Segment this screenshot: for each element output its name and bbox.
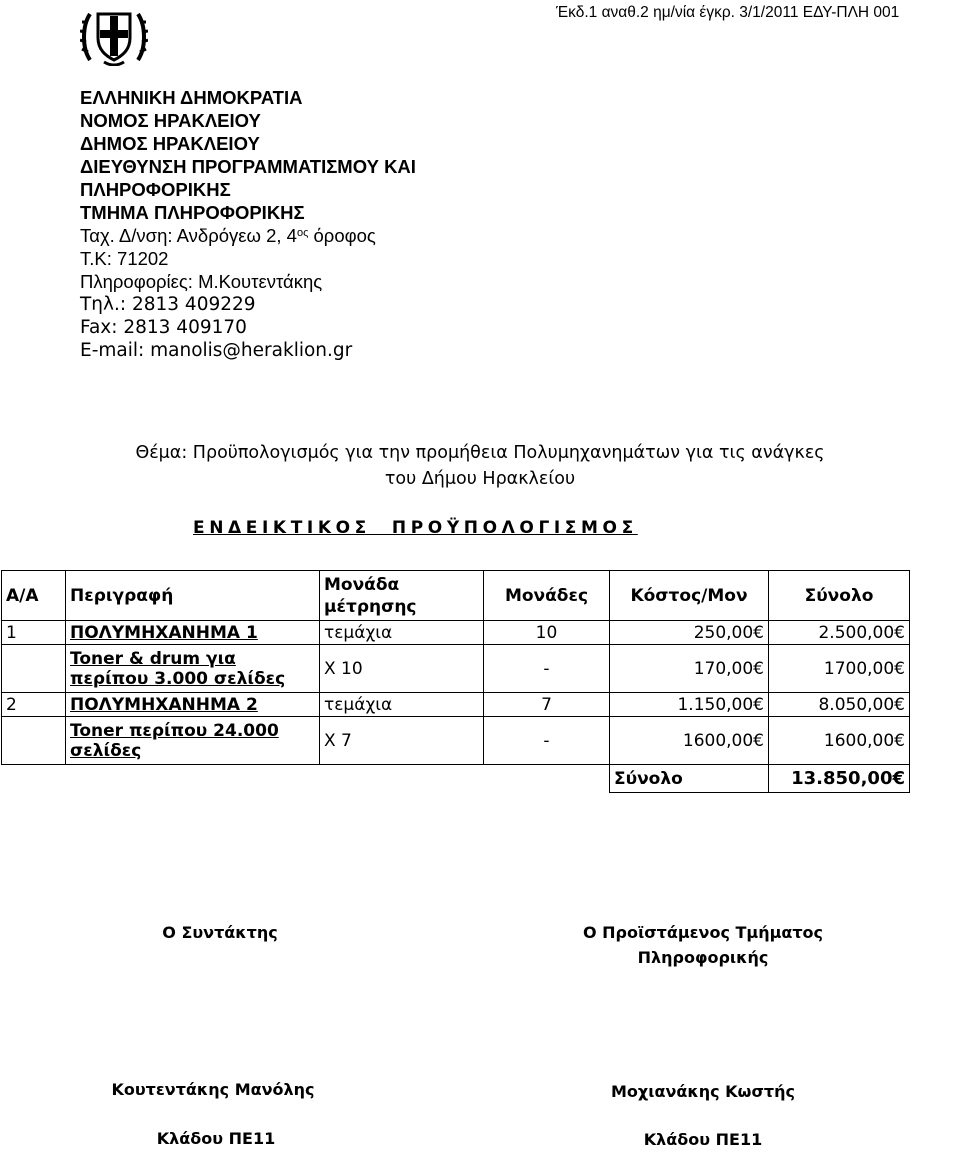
header-line: ΝΟΜΟΣ ΗΡΑΚΛΕΙΟΥ xyxy=(80,110,261,131)
cell-cost: 1.150,00€ xyxy=(610,693,769,717)
header-line: ΔΙΕΥΘΥΝΣΗ ΠΡΟΓΡΑΜΜΑΤΙΣΜΟΥ ΚΑΙ xyxy=(80,156,416,177)
cell-cost: 170,00€ xyxy=(610,645,769,693)
budget-table xyxy=(1,570,910,793)
table-row xyxy=(2,693,910,717)
cell-description: ΠΟΛΥΜΗΧΑΝΗΜΑ 2 xyxy=(66,693,320,717)
header-aa: Α/Α xyxy=(2,571,66,621)
cell-aa xyxy=(2,645,66,693)
cell-units: 7 xyxy=(484,693,610,717)
header-line: ΕΛΛΗΝΙΚΗ ΔΗΜΟΚΡΑΤΙΑ xyxy=(80,87,303,108)
address-line: Ταχ. Δ/νση: Ανδρόγεω 2, $4^{o\varsigma}$ όροφος xyxy=(80,225,376,246)
header-line: ΠΛΗΡΟΦΟΡΙΚΗΣ xyxy=(80,179,231,200)
author-grade: Κλάδου ΠΕ11 xyxy=(156,1129,276,1148)
header-cost: Κόστος/Μον xyxy=(610,571,769,621)
subject-line: Θέμα: Προϋπολογισμός για την προμήθεια Πολυμηχανημάτων για τις ανάγκες xyxy=(135,443,825,463)
cell-description: Toner & drum για περίπου 3.000 σελίδες xyxy=(66,645,320,693)
cell-unit: Χ 7 xyxy=(320,717,484,765)
cell-unit: τεμάχια xyxy=(320,693,484,717)
cell-description: Toner περίπου 24.000 σελίδες xyxy=(66,717,320,765)
subject-line: του Δήμου Ηρακλείου xyxy=(384,469,576,489)
table-header-row xyxy=(2,571,910,621)
cell-cost: 1600,00€ xyxy=(610,717,769,765)
header-line: ΤΜΗΜΑ ΠΛΗΡΟΦΟΡΙΚΗΣ xyxy=(80,202,305,223)
greek-coat-of-arms-emblem xyxy=(80,2,148,66)
phone: Τηλ.: 2813 409229 xyxy=(80,294,256,315)
fax: Fax: 2813 409170 xyxy=(80,317,247,338)
table-row xyxy=(2,645,910,693)
cell-description: ΠΟΛΥΜΗΧΑΝΗΜΑ 1 xyxy=(66,621,320,645)
cell-aa: 2 xyxy=(2,693,66,717)
header-description: Περιγραφή xyxy=(66,571,320,621)
table-row xyxy=(2,717,910,765)
subject xyxy=(0,440,960,492)
cell-total: 2.500,00€ xyxy=(769,621,910,645)
contact-person: Πληροφορίες: Μ.Κουτεντάκης xyxy=(80,271,323,292)
issuer-header xyxy=(80,86,416,362)
header-total: Σύνολο xyxy=(769,571,910,621)
cell-units: - xyxy=(484,645,610,693)
header-units: Μονάδες xyxy=(484,571,610,621)
email: E-mail: manolis@heraklion.gr xyxy=(80,340,353,361)
author-name: Κουτεντάκης Μανόλης xyxy=(111,1080,315,1099)
version-reference: Έκδ.1 αναθ.2 ημ/νία έγκρ. 3/1/2011 ΕΔΥ-ΠΛΗ 001 xyxy=(556,4,900,21)
head-title: Ο Προϊστάμενος Τμήματος Πληροφορικής xyxy=(582,923,824,967)
cell-total: 8.050,00€ xyxy=(769,693,910,717)
cell-cost: 250,00€ xyxy=(610,621,769,645)
cell-unit: Χ 10 xyxy=(320,645,484,693)
cell-aa xyxy=(2,717,66,765)
grand-total-value: 13.850,00€ xyxy=(769,765,910,793)
document-heading: ΕΝΔΕΙΚΤΙΚΟΣ ΠΡΟΫΠΟΛΟΓΙΣΜΟΣ xyxy=(193,518,638,538)
cell-units: - xyxy=(484,717,610,765)
grand-total-row xyxy=(2,765,910,793)
cell-unit: τεμάχια xyxy=(320,621,484,645)
table-row xyxy=(2,621,910,645)
header-unit: Μονάδα μέτρησης xyxy=(320,571,484,621)
cell-aa: 1 xyxy=(2,621,66,645)
cell-total: 1700,00€ xyxy=(769,645,910,693)
postcode: Τ.Κ: 71202 xyxy=(80,248,169,269)
author-title: Ο Συντάκτης xyxy=(162,923,278,942)
cell-units: 10 xyxy=(484,621,610,645)
head-name: Μοχιανάκης Κωστής xyxy=(610,1082,795,1101)
head-grade: Κλάδου ΠΕ11 xyxy=(643,1130,763,1149)
header-line: ΔΗΜΟΣ ΗΡΑΚΛΕΙΟΥ xyxy=(80,133,260,154)
cell-total: 1600,00€ xyxy=(769,717,910,765)
grand-total-label: Σύνολο xyxy=(610,765,769,793)
